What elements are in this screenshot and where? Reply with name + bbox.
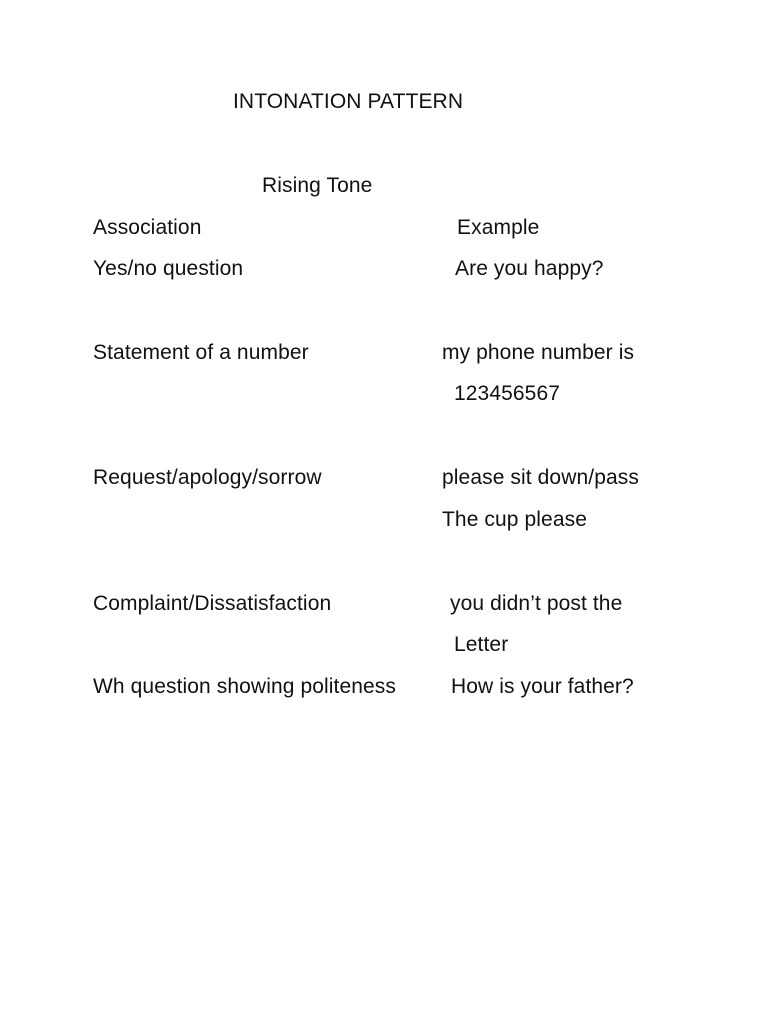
association-header: Association — [93, 216, 202, 239]
section-subtitle: Rising Tone — [262, 174, 373, 197]
row-5-example: How is your father? — [451, 675, 634, 698]
row-4-example-line-2: Letter — [454, 633, 509, 656]
row-2-example-line-1: my phone number is — [442, 341, 635, 364]
example-header: Example — [457, 216, 540, 239]
row-1-example: Are you happy? — [455, 257, 604, 280]
row-2-example-line-2: 123456567 — [454, 382, 561, 405]
row-4-example-line-1: you didn’t post the — [450, 592, 623, 615]
row-3-example-line-2: The cup please — [442, 508, 587, 531]
row-5-association: Wh question showing politeness — [93, 675, 397, 698]
row-1-association: Yes/no question — [93, 257, 244, 280]
row-2-association: Statement of a number — [93, 341, 309, 364]
row-3-example-line-1: please sit down/pass — [442, 466, 639, 489]
page-title: INTONATION PATTERN — [233, 90, 464, 113]
row-4-association: Complaint/Dissatisfaction — [93, 592, 332, 615]
row-3-association: Request/apology/sorrow — [93, 466, 322, 489]
